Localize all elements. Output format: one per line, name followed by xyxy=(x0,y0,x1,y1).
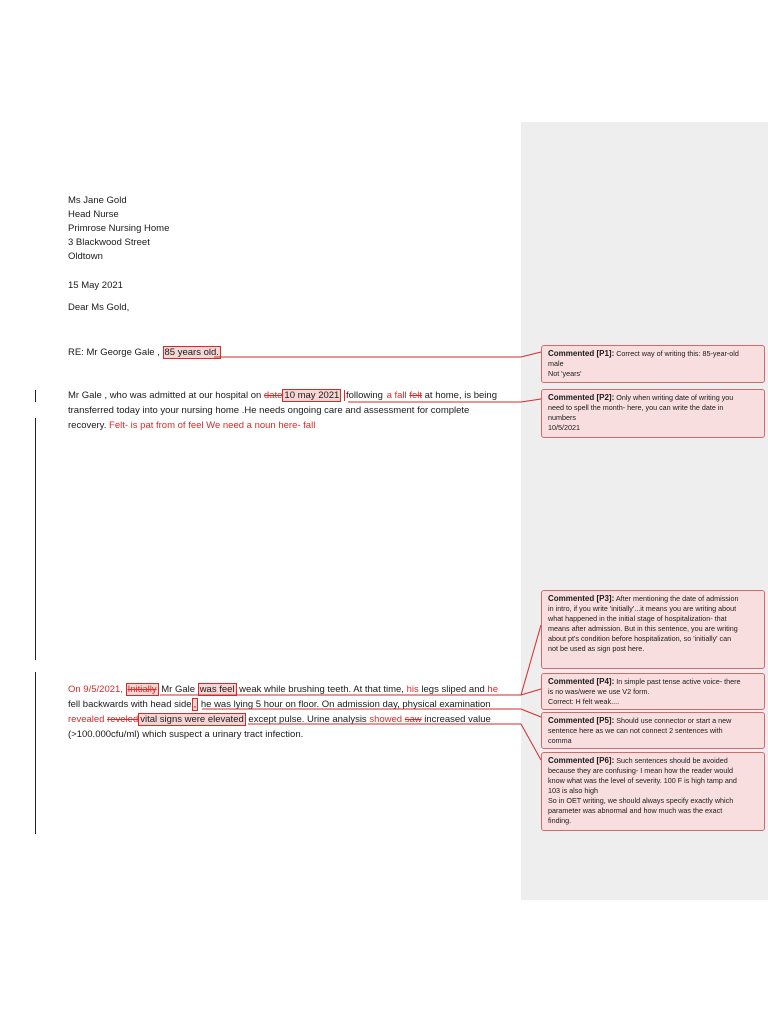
text-run: (>100.000cfu/ml) which suspect a urinary tract infection. xyxy=(68,729,304,740)
inserted-text[interactable]: he xyxy=(487,684,498,695)
comment-text: sentence here as we can not connect 2 sentences with xyxy=(548,726,723,735)
comment-text: After mentioning the date of admission xyxy=(614,594,739,603)
recipient-address xyxy=(68,194,169,264)
comment-p4[interactable] xyxy=(541,673,765,710)
commented-text-p1[interactable]: 85 years old. xyxy=(164,347,219,358)
comment-text: 10/5/2021 xyxy=(548,423,580,432)
commented-text-p2[interactable]: 10 may 2021 xyxy=(284,390,340,401)
text-run: recovery. xyxy=(68,420,110,431)
comment-head: Commented [P6]: xyxy=(548,756,615,765)
deleted-text[interactable]: date xyxy=(263,390,283,401)
comment-text: numbers xyxy=(548,413,576,422)
letter-date: 15 May 2021 xyxy=(68,280,123,291)
comment-text: Not 'years' xyxy=(548,369,582,378)
comment-p3[interactable] xyxy=(541,590,765,669)
comment-p1[interactable] xyxy=(541,345,765,383)
comment-text: know what was the level of severity. 100 F is high tamp and xyxy=(548,776,737,785)
comment-head: Commented [P4]: xyxy=(548,677,615,686)
text-run: transferred today into your nursing home .He needs ongoing care and assessment for complete xyxy=(68,405,470,416)
recipient-org: Primrose Nursing Home xyxy=(68,223,170,234)
commented-text-p5[interactable]: , xyxy=(193,699,197,710)
commented-text-p3[interactable]: Initially xyxy=(127,684,157,695)
inserted-text[interactable]: his xyxy=(406,684,419,695)
comment-head: Commented [P2]: xyxy=(548,393,615,402)
comment-p5[interactable] xyxy=(541,712,765,749)
comment-text: means after admission. But in this sentence, you are writing xyxy=(548,624,738,633)
recipient-city: Oldtown xyxy=(68,251,103,262)
text-run: Mr Gale , who was admitted at our hospital on xyxy=(68,390,264,401)
comment-text: Correct: H felt weak.... xyxy=(548,697,620,706)
paragraph-history[interactable] xyxy=(68,682,508,742)
comment-text: Should use connector or start a new xyxy=(614,716,732,725)
comment-p6[interactable] xyxy=(541,752,765,831)
re-line[interactable] xyxy=(68,345,508,360)
comment-text: is no was/were we use V2 form. xyxy=(548,687,650,696)
text-run: legs sliped and xyxy=(418,684,488,695)
text-run: fell backwards with head side xyxy=(68,699,192,710)
comment-head: Commented [P1]: xyxy=(548,349,615,358)
commented-text-p6[interactable]: vital signs were elevated xyxy=(140,714,244,725)
comment-text: Such sentences should be avoided xyxy=(614,756,728,765)
deleted-text[interactable]: saw xyxy=(404,714,422,725)
change-bar xyxy=(35,418,36,660)
comment-text: 103 is also high xyxy=(548,786,598,795)
text-run: increased value xyxy=(421,714,491,725)
comment-text: So in OET writing, we should always specify exactly which xyxy=(548,796,734,805)
text-run: following xyxy=(345,390,386,401)
comment-text: Only when writing date of writing you xyxy=(614,393,734,402)
comment-text: not be used as sign post here. xyxy=(548,644,645,653)
text-run: Mr Gale xyxy=(158,684,198,695)
text-run: he was lying 5 hour on floor. On admission day, physical examination xyxy=(198,699,491,710)
text-run: weak while brushing teeth. At that time, xyxy=(236,684,407,695)
commented-text-p4[interactable]: was feel xyxy=(199,684,235,695)
text-run: at home, is being xyxy=(422,390,497,401)
comment-text: Correct way of writing this: 85-year-old xyxy=(614,349,739,358)
change-bar xyxy=(35,390,36,402)
salutation: Dear Ms Gold, xyxy=(68,302,130,313)
text-run: except pulse. Urine analysis xyxy=(245,714,370,725)
comment-p2[interactable] xyxy=(541,389,765,438)
inserted-text[interactable]: On 9/5/2021, xyxy=(68,684,126,695)
comment-text: In simple past tense active voice- there xyxy=(614,677,741,686)
inserted-text[interactable]: showed xyxy=(369,714,405,725)
comment-text: finding. xyxy=(548,816,572,825)
inserted-text[interactable]: Felt- is pat from of feel We need a noun here- fall xyxy=(109,420,316,431)
recipient-street: 3 Blackwood Street xyxy=(68,237,150,248)
comment-text: parameter was abnormal and how much was the exact xyxy=(548,806,723,815)
recipient-title: Head Nurse xyxy=(68,209,119,220)
comment-text: what happened in the initial stage of hospitalization- that xyxy=(548,614,727,623)
change-bar xyxy=(35,672,36,834)
comment-text: need to spell the month- here, you can write the date in xyxy=(548,403,724,412)
comment-text: in intro, if you write 'initially'...it means you are writing about xyxy=(548,604,737,613)
comment-text: comma xyxy=(548,736,572,745)
deleted-text[interactable]: felt xyxy=(409,390,422,401)
recipient-name: Ms Jane Gold xyxy=(68,195,127,206)
inserted-text[interactable]: a fall xyxy=(386,390,410,401)
comment-head: Commented [P3]: xyxy=(548,594,615,603)
comment-text: because they are confusing- I mean how the reader would xyxy=(548,766,733,775)
comment-head: Commented [P5]: xyxy=(548,716,615,725)
comment-text: male xyxy=(548,359,564,368)
paragraph-admission[interactable] xyxy=(68,388,508,433)
comment-text: about pt's condition before hospitalization, so 'initially' can xyxy=(548,634,732,643)
deleted-text[interactable]: reveled xyxy=(107,714,139,725)
inserted-text[interactable]: revealed xyxy=(68,714,108,725)
re-prefix: RE: Mr George Gale , xyxy=(68,347,163,358)
